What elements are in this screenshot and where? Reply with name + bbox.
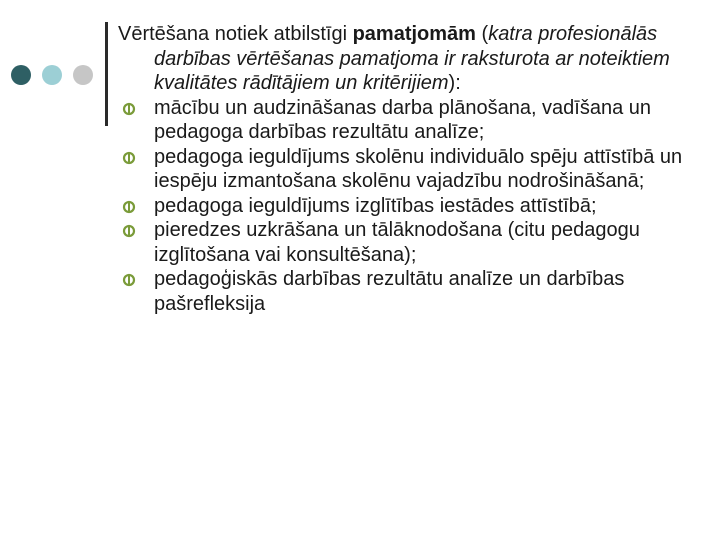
circle-bullet-icon: [122, 224, 136, 238]
intro-paragraph: [118, 22, 708, 96]
list-item: [118, 194, 708, 219]
list-item-text: mācību un audzināšanas darba plānošana, vadīšana un pedagoga darbības rezultātu analīze;: [154, 96, 652, 143]
intro-bold-term: pamatjomām: [352, 23, 476, 45]
circle-bullet-icon: [122, 102, 136, 116]
intro-text: Vērtēšana notiek atbilstīgi: [118, 23, 353, 45]
intro-text: ):: [448, 72, 461, 94]
slide-body: [118, 22, 708, 316]
bullet-list: [118, 96, 708, 317]
list-item-text: pieredzes uzkrāšana un tālāknodošana (citu pedagogu izglītošana vai konsultēšana);: [154, 219, 640, 266]
list-item: [118, 96, 708, 145]
list-item: [118, 267, 708, 316]
decorative-dot: [11, 65, 31, 85]
title-divider-bar: [105, 22, 108, 126]
decorative-dot: [42, 65, 62, 85]
circle-bullet-icon: [122, 200, 136, 214]
decorative-dot: [73, 65, 93, 85]
list-item-text: pedagoga ieguldījums skolēnu individuālo spēju attīstībā un iespēju izmantošana skolēnu vajadzību nodrošināšanā;: [154, 145, 683, 192]
list-item-text: pedagoģiskās darbības rezultātu analīze un darbības pašrefleksija: [154, 268, 625, 315]
list-item: [118, 218, 708, 267]
circle-bullet-icon: [122, 273, 136, 287]
circle-bullet-icon: [122, 151, 136, 165]
intro-text: (: [475, 23, 489, 45]
list-item-text: pedagoga ieguldījums izglītības iestādes attīstībā;: [154, 194, 597, 217]
intro-italic-explanation: katra profesionālās darbības vērtēšanas pamatjoma ir raksturota ar noteiktiem kvalitātes rādītājiem un kritērijiem: [154, 23, 670, 94]
list-item: [118, 145, 708, 194]
